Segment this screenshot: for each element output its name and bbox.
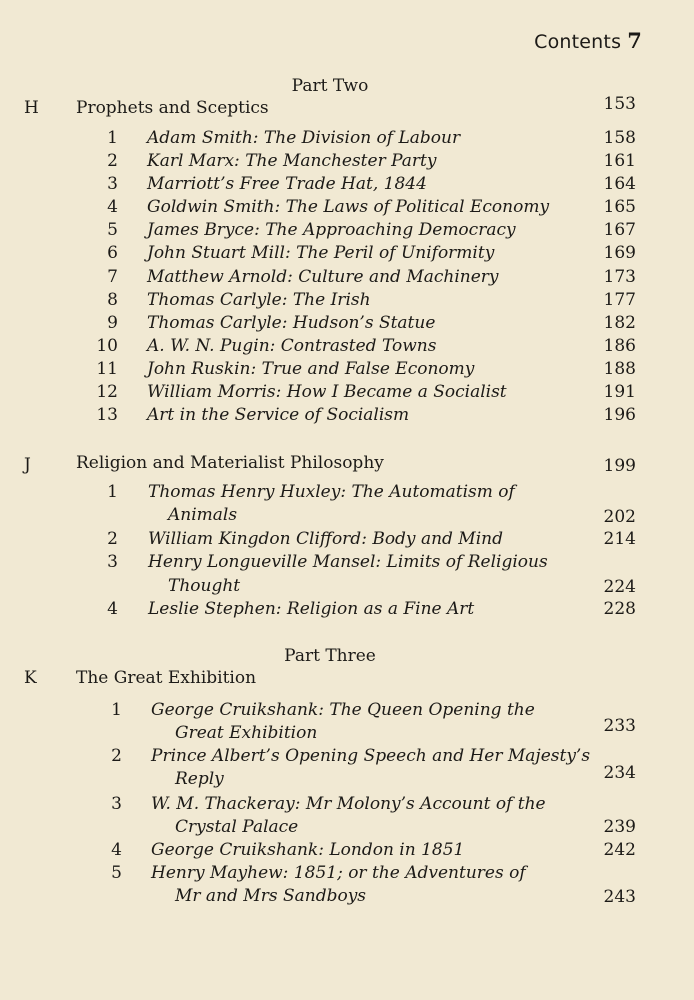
item-title: Karl Marx: The Manchester Party: [147, 151, 437, 171]
item-page: 242: [603, 840, 636, 860]
item-page: 191: [603, 382, 636, 402]
item-title: William Morris: How I Became a Socialist: [147, 382, 507, 402]
section-h-page: 153: [603, 94, 636, 114]
item-title: John Ruskin: True and False Economy: [147, 359, 475, 379]
item-number: 2: [107, 151, 118, 171]
item-number: 3: [111, 794, 122, 814]
item-title-continuation: Animals: [168, 505, 238, 525]
item-title: John Stuart Mill: The Peril of Uniformity: [147, 243, 495, 263]
section-k-title: The Great Exhibition: [76, 668, 257, 688]
part-two-title: Part Two: [291, 76, 369, 96]
item-title-continuation: Crystal Palace: [175, 817, 299, 837]
item-number: 4: [111, 840, 122, 860]
item-number: 10: [96, 336, 118, 356]
item-number: 9: [107, 313, 118, 333]
item-page: 233: [603, 716, 636, 736]
item-page: 169: [603, 243, 636, 263]
item-number: 3: [107, 552, 118, 572]
item-number: 2: [107, 529, 118, 549]
item-number: 1: [107, 482, 118, 502]
item-title-line: George Cruikshank: London in 1851: [151, 840, 465, 860]
item-title-continuation: Mr and Mrs Sandboys: [175, 886, 367, 906]
item-number: 12: [96, 382, 118, 402]
item-title-line: W. M. Thackeray: Mr Molony’s Account of the: [151, 794, 546, 814]
item-title: A. W. N. Pugin: Contrasted Towns: [147, 336, 437, 356]
item-number: 1: [111, 700, 122, 720]
item-title-line: George Cruikshank: The Queen Opening the: [151, 700, 535, 720]
item-title-line: Prince Albert’s Opening Speech and Her Majesty’s: [151, 746, 591, 766]
running-head-label: Contents: [534, 31, 622, 53]
item-page: 224: [603, 577, 636, 597]
item-page: 186: [603, 336, 636, 356]
item-page: 196: [603, 405, 636, 425]
item-title: Matthew Arnold: Culture and Machinery: [147, 267, 499, 287]
item-number: 8: [107, 290, 118, 310]
page-number: 7: [627, 28, 642, 53]
item-page: 188: [603, 359, 636, 379]
item-number: 5: [107, 220, 118, 240]
item-number: 13: [96, 405, 118, 425]
running-head: [534, 28, 642, 53]
item-page: 239: [603, 817, 636, 837]
item-title-line: Thomas Henry Huxley: The Automatism of: [148, 482, 515, 502]
item-title: Adam Smith: The Division of Labour: [147, 128, 461, 148]
item-number: 6: [107, 243, 118, 263]
item-title: Thomas Carlyle: Hudson’s Statue: [147, 313, 436, 333]
item-page: 214: [603, 529, 636, 549]
item-title-line: Henry Mayhew: 1851; or the Adventures of: [151, 863, 526, 883]
item-title-line: William Kingdon Clifford: Body and Mind: [148, 529, 503, 549]
item-title-continuation: Reply: [175, 769, 224, 789]
item-title-continuation: Thought: [168, 576, 241, 596]
section-j-title: Religion and Materialist Philosophy: [76, 453, 384, 473]
item-page: 182: [603, 313, 636, 333]
item-title: Marriott’s Free Trade Hat, 1844: [147, 174, 427, 194]
item-page: 165: [603, 197, 636, 217]
item-page: 158: [603, 128, 636, 148]
item-number: 7: [107, 267, 118, 287]
section-h-title: Prophets and Sceptics: [76, 98, 269, 118]
item-title: Goldwin Smith: The Laws of Political Economy: [147, 197, 550, 217]
part-three-title: Part Three: [284, 646, 376, 666]
item-title: Art in the Service of Socialism: [147, 405, 410, 425]
item-number: 4: [107, 197, 118, 217]
item-number: 5: [111, 863, 122, 883]
item-number: 11: [96, 359, 118, 379]
item-title-line: Leslie Stephen: Religion as a Fine Art: [148, 599, 475, 619]
section-j-page: 199: [603, 456, 636, 476]
item-number: 2: [111, 746, 122, 766]
item-page: 243: [603, 887, 636, 907]
item-title-continuation: Great Exhibition: [175, 723, 318, 743]
item-page: 202: [603, 507, 636, 527]
item-number: 4: [107, 599, 118, 619]
item-title: James Bryce: The Approaching Democracy: [147, 220, 516, 240]
item-number: 3: [107, 174, 118, 194]
section-k-letter: K: [24, 668, 37, 688]
section-h-letter: H: [24, 98, 39, 118]
item-page: 173: [603, 267, 636, 287]
item-title-line: Henry Longueville Mansel: Limits of Religious: [148, 552, 548, 572]
item-number: 1: [107, 128, 118, 148]
item-page: 164: [603, 174, 636, 194]
item-page: 177: [603, 290, 636, 310]
section-j-letter: J: [24, 455, 31, 475]
item-page: 228: [603, 599, 636, 619]
item-page: 161: [603, 151, 636, 171]
item-title: Thomas Carlyle: The Irish: [147, 290, 371, 310]
item-page: 167: [603, 220, 636, 240]
item-page: 234: [603, 763, 636, 783]
